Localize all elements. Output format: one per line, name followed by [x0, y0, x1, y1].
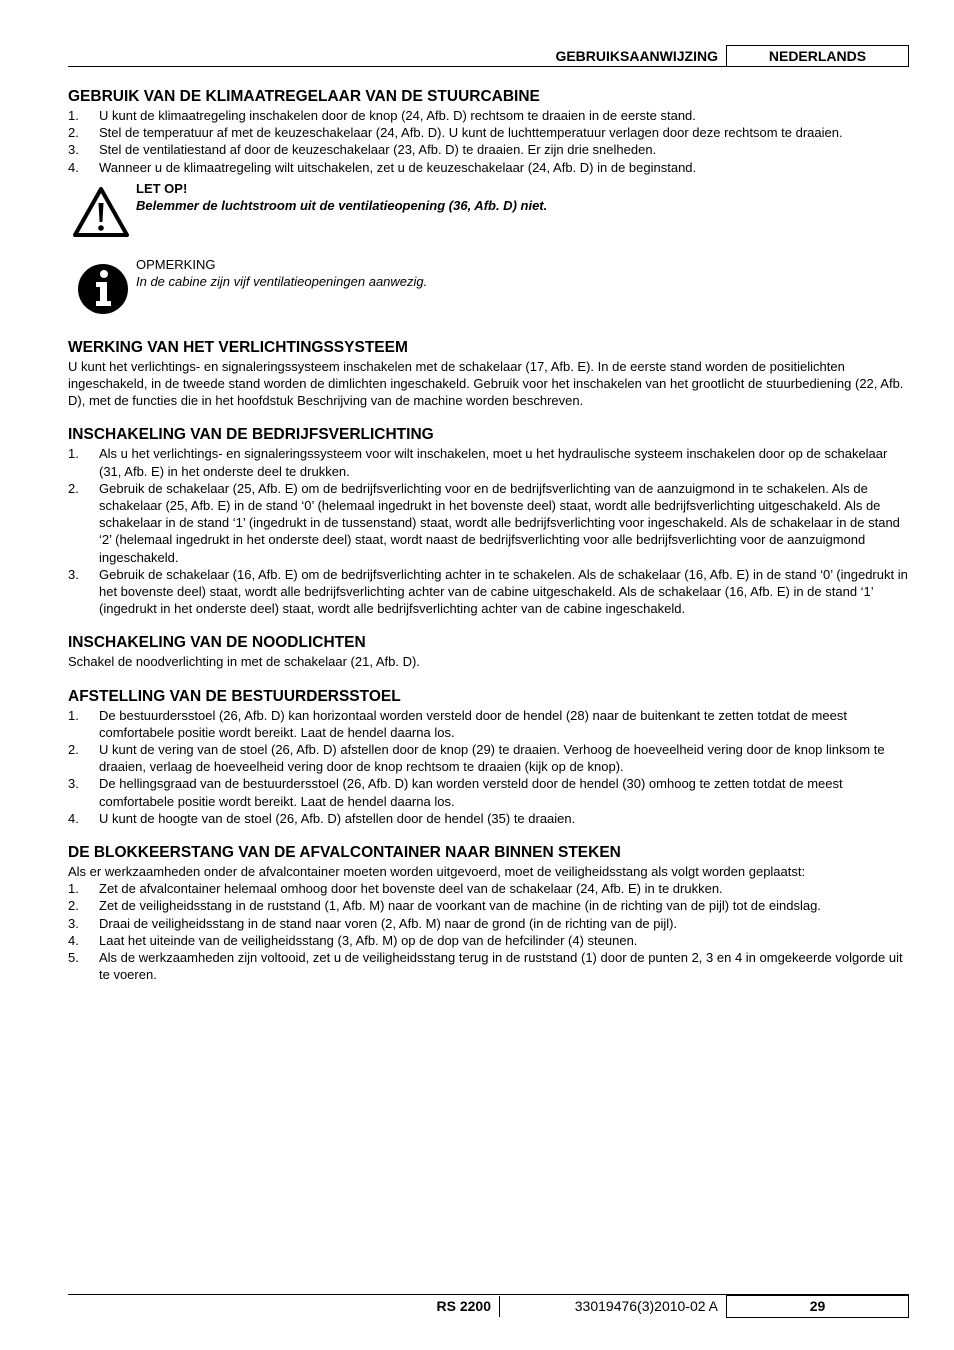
- list-text: Gebruik de schakelaar (16, Afb. E) om de bedrijfsverlichting achter in te schakelen. Als de schakelaar (16, Afb. E) in de stand ‘0’ (ingedrukt in het bovenste deel) staat, wordt alle bedrijfsverlichting achter van de cabine uitgeschakeld. Als de schakelaar (16, Afb. E) in de stand ‘1’ (ingedrukt in het onderste deel) staat, wordt alle bedrijfsverlichting achter van de cabine ingeschakeld.: [99, 566, 908, 617]
- list-number: 4.: [68, 159, 79, 175]
- list-text: Laat het uiteinde van de veiligheidsstang (3, Afb. M) op de dop van de hefcilinder (4) steunen.: [99, 932, 638, 948]
- warning-text: Belemmer de luchtstroom uit de ventilatieopening (36, Afb. D) niet.: [136, 198, 548, 214]
- list-item: [68, 775, 909, 809]
- list-item: [68, 810, 909, 827]
- footer-separator: [499, 1296, 500, 1317]
- list-number: 1.: [68, 707, 79, 723]
- list-item: [68, 566, 909, 618]
- list-text: Gebruik de schakelaar (25, Afb. E) om de bedrijfsverlichting voor en de bedrijfsverlichting van de aanzuigmond in te schakelen. Als de schakelaar (25, Afb. E) in de stand ‘0’ (helemaal ingedrukt in het bovenste deel) staat, wordt alle bedrijfsverlichting uitgeschakeld. Als de schakelaar in de stand ‘1’ (ingedrukt in de tussenstand) staat, wordt alle bedrijfsverlichting voor ingeschakeld. Als de schakelaar in de stand ‘2’ (helemaal ingedrukt in het onderste deel) staat, wordt naast de bedrijfsverlichting voor alle bedrijfsverlichting voor de aanzuigmond ingeschakeld.: [99, 480, 900, 565]
- list-item: [68, 124, 909, 141]
- list-item: [68, 141, 909, 158]
- list-number: 3.: [68, 566, 79, 582]
- list-number: 1.: [68, 881, 79, 897]
- list-text: Wanneer u de klimaatregeling wilt uitschakelen, zet u de keuzeschakelaar (24, Afb. D) in de beginstand.: [99, 159, 697, 175]
- section-worklights: [68, 425, 909, 617]
- header-rule: [68, 66, 909, 67]
- warning-title: LET OP!: [136, 180, 188, 196]
- list-text: U kunt de klimaatregeling inschakelen door de knop (24, Afb. D) rechtsom te draaien in de eerste stand.: [99, 108, 696, 123]
- list-number: 3.: [68, 142, 79, 158]
- list-text: Zet de veiligheidsstang in de ruststand (1, Afb. M) naar de voorkant van de machine (in de richting van de pijl) tot de eindslag.: [99, 898, 821, 914]
- list-item: [68, 915, 909, 932]
- list-number: 1.: [68, 446, 79, 462]
- list-number: 1.: [68, 108, 79, 123]
- section-safety-bar: [68, 843, 909, 983]
- list-item: [68, 480, 909, 566]
- list-item: [68, 741, 909, 775]
- list-number: 5.: [68, 950, 79, 966]
- info-icon: [72, 258, 130, 314]
- list-item: [68, 932, 909, 949]
- numbered-list: [68, 445, 909, 617]
- warning-notice: [68, 180, 909, 252]
- list-item: [68, 880, 909, 897]
- header-language: NEDERLANDS: [726, 45, 909, 67]
- header-manual-title: GEBRUIKSAANWIJZING: [555, 48, 718, 64]
- note-text: In de cabine zijn vijf ventilatieopeningen aanwezig.: [136, 274, 428, 290]
- list-number: 2.: [68, 125, 79, 141]
- list-number: 2.: [68, 898, 79, 914]
- section-title: GEBRUIK VAN DE KLIMAATREGELAAR VAN DE STUURCABINE: [68, 88, 540, 105]
- page-header: [68, 45, 909, 67]
- footer-model: RS 2200: [436, 1298, 491, 1314]
- section-title: INSCHAKELING VAN DE BEDRIJFSVERLICHTING: [68, 426, 434, 444]
- list-text: U kunt de vering van de stoel (26, Afb. D) afstellen door de knop (29) te draaien. Verhoog de hoeveelheid vering door de knop linksom te draaien, verlaag de hoeveelheid vering door de knop rechtsom te draaien (kijk op de knop).: [99, 742, 885, 775]
- list-text: Stel de ventilatiestand af door de keuzeschakelaar (23, Afb. D) te draaien. Er zijn drie snelheden.: [99, 142, 657, 158]
- list-item: [68, 707, 909, 741]
- section-lighting: [68, 338, 909, 410]
- page-footer: [68, 1294, 909, 1318]
- list-number: 3.: [68, 915, 79, 931]
- list-number: 3.: [68, 776, 79, 792]
- list-text: Draai de veiligheidsstang in de stand naar voren (2, Afb. M) naar de grond (in de richting van de pijl).: [99, 915, 678, 931]
- section-emergency-lights: [68, 633, 909, 670]
- list-number: 2.: [68, 480, 79, 496]
- note-title: OPMERKING: [136, 256, 216, 272]
- section-title: DE BLOKKEERSTANG VAN DE AFVALCONTAINER NAAR BINNEN STEKEN: [68, 844, 621, 862]
- list-text: Stel de temperatuur af met de keuzeschakelaar (24, Afb. D). U kunt de luchttemperatuur verlagen door deze rechtsom te draaien.: [99, 125, 843, 141]
- page-number: 29: [726, 1295, 909, 1318]
- warning-triangle-icon: [72, 186, 130, 238]
- list-item: [68, 949, 909, 983]
- numbered-list: [68, 707, 909, 827]
- section-title: INSCHAKELING VAN DE NOODLICHTEN: [68, 634, 366, 652]
- section-title: WERKING VAN HET VERLICHTINGSSYSTEEM: [68, 338, 408, 356]
- section-seat: [68, 687, 909, 827]
- section-body: U kunt het verlichtings- en signaleringssysteem inschakelen met de schakelaar (17, Afb. E). In de eerste stand worden de positielichten ingeschakeld, in de tweede stand worden de dimlichten ingeschakeld. Gebruik voor het inschakelen van het grootlicht de stuurbediening (22, Afb. D), met de functies die in het hoofdstuk Beschrijving van de machine worden beschreven.: [68, 358, 904, 409]
- list-text: De bestuurdersstoel (26, Afb. D) kan horizontaal worden versteld door de hendel (28) naar de buitenkant te zetten totdat de meest comfortabele positie wordt bereikt. Laat de hendel daarna los.: [99, 707, 847, 740]
- section-title: AFSTELLING VAN DE BESTUURDERSSTOEL: [68, 687, 401, 705]
- list-item: [68, 897, 909, 914]
- section-body: Schakel de noodverlichting in met de schakelaar (21, Afb. D).: [68, 654, 420, 670]
- list-text: Zet de afvalcontainer helemaal omhoog door het bovenste deel van de schakelaar (24, Afb. E) in te drukken.: [99, 881, 723, 897]
- list-number: 2.: [68, 742, 79, 758]
- section-intro: Als er werkzaamheden onder de afvalcontainer moeten worden uitgevoerd, moet de veiligheidsstang als volgt worden geplaatst:: [68, 864, 806, 880]
- list-item: [68, 159, 909, 176]
- list-number: 4.: [68, 810, 79, 826]
- info-notice: [68, 256, 909, 328]
- list-text: De hellingsgraad van de bestuurdersstoel (26, Afb. D) kan worden versteld door de hendel (30) omhoog te zetten totdat de meest comfortabele positie wordt bereikt. Laat de hendel daarna los.: [99, 776, 843, 809]
- page-content: [68, 87, 909, 984]
- list-text: Als u het verlichtings- en signaleringssysteem voor wilt inschakelen, moet u het hydraulische systeem inschakelen door op de schakelaar (31, Afb. E) in het onderste deel te drukken.: [99, 446, 888, 479]
- list-item: [68, 107, 909, 124]
- numbered-list: [68, 880, 909, 983]
- footer-document-code: 33019476(3)2010-02 A: [574, 1298, 718, 1314]
- numbered-list: [68, 107, 909, 176]
- list-text: U kunt de hoogte van de stoel (26, Afb. D) afstellen door de hendel (35) te draaien.: [99, 810, 576, 826]
- section-climate: [68, 87, 909, 328]
- list-text: Als de werkzaamheden zijn voltooid, zet u de veiligheidsstang terug in de ruststand (1) door de punten 2, 3 en 4 in omgekeerde volgorde uit te voeren.: [99, 950, 903, 983]
- list-number: 4.: [68, 932, 79, 948]
- list-item: [68, 445, 909, 479]
